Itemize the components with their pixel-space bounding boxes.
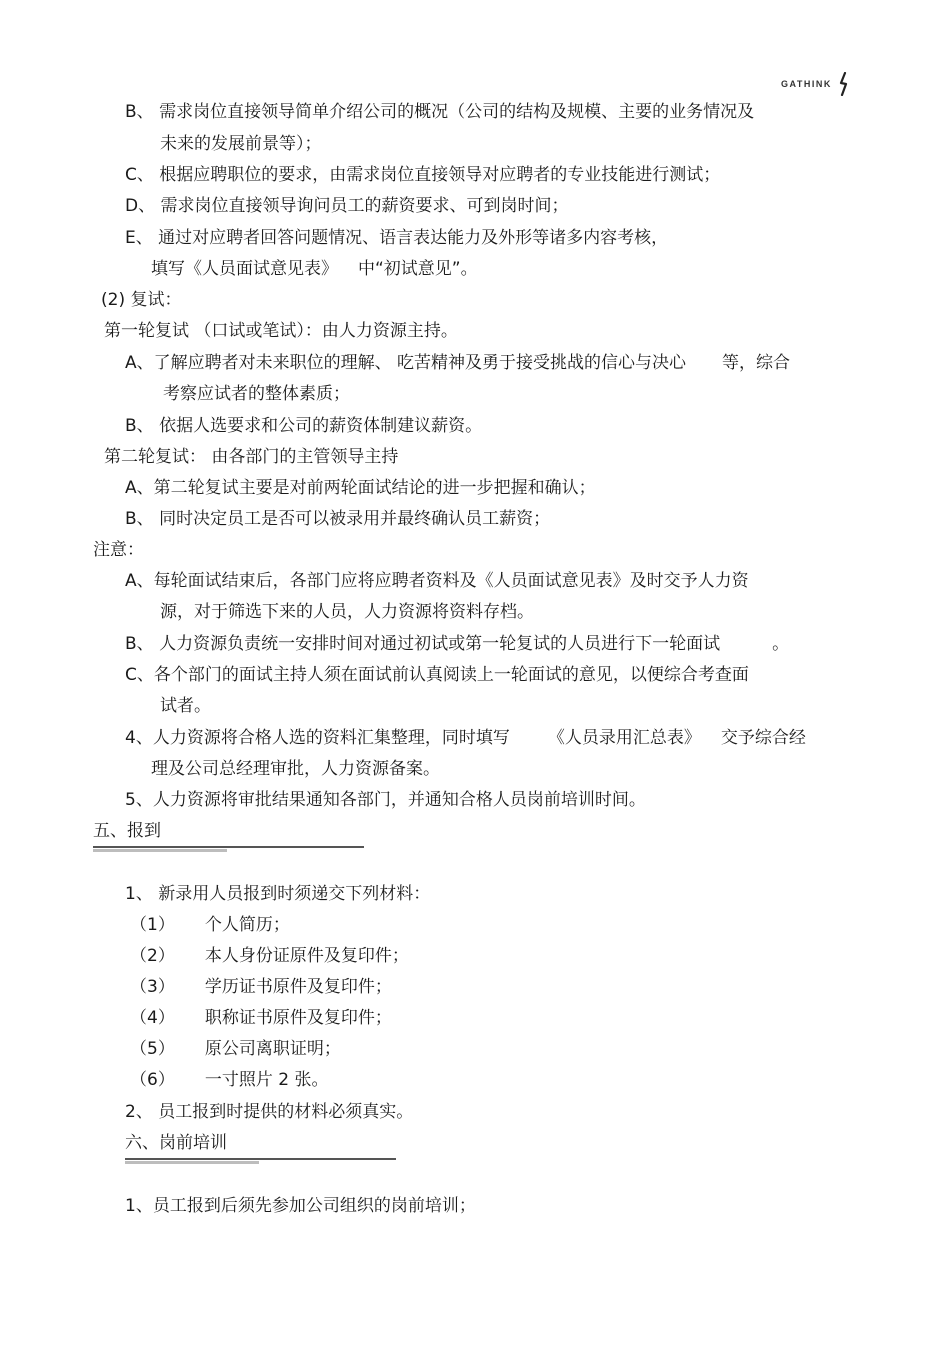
item-d1: D、 需求岗位直接领导询问员工的薪资要求、可到岗时间； — [125, 196, 569, 216]
report-item-2: 2、 员工报到时提供的材料必须真实。 — [125, 1102, 414, 1122]
note-item-b-part1: B、 人力资源负责统一安排时间对通过初试或第一轮复试的人员进行下一轮面试 — [125, 634, 721, 654]
round2-heading: 第二轮复试： 由各部门的主管领导主持 — [104, 447, 399, 467]
logo-mark-icon — [838, 72, 850, 96]
note-item-b-part2: 。 — [772, 634, 790, 654]
item-4-part3: 交予综合经 — [720, 728, 806, 748]
material-text-5: 原公司离职证明； — [204, 1039, 341, 1059]
note-item-c-line2: 试者。 — [160, 696, 211, 716]
item-4-line1 — [125, 727, 806, 749]
material-item — [130, 976, 392, 998]
material-num-3: （3） — [130, 977, 175, 997]
material-text-1: 个人简历； — [204, 915, 290, 935]
material-text-6: 一寸照片 2 张。 — [204, 1070, 329, 1090]
material-num-2: （2） — [130, 946, 175, 966]
material-num-4: （4） — [130, 1008, 175, 1028]
gathink-logo — [781, 72, 850, 96]
material-item — [130, 1007, 392, 1029]
item-4-part1: 4、人力资源将合格人选的资料汇集整理，同时填写 — [125, 728, 510, 748]
round1-item-a-part1: A、了解应聘者对未来职位的理解、 吃苦精神及勇于接受挑战的信心与决心 — [125, 353, 687, 373]
material-item — [130, 1038, 341, 1060]
material-text-4: 职称证书原件及复印件； — [204, 1008, 392, 1028]
round1-item-a-line2: 考察应试者的整体素质； — [163, 384, 350, 404]
material-num-5: （5） — [130, 1039, 175, 1059]
item-b1-line2: 未来的发展前景等）； — [160, 134, 322, 154]
note-item-a-line1: A、每轮面试结束后，各部门应将应聘者资料及《人员面试意见表》及时交予人力资 — [125, 571, 749, 591]
round2-item-a: A、第二轮复试主要是对前两轮面试结论的进一步把握和确认； — [125, 478, 596, 498]
round1-item-a-line1 — [125, 352, 790, 374]
item-c1: C、 根据应聘职位的要求，由需求岗位直接领导对应聘者的专业技能进行测试； — [125, 165, 721, 185]
heading-retest: (2) 复试： — [101, 290, 182, 310]
round2-item-b: B、 同时决定员工是否可以被录用并最终确认员工薪资； — [125, 509, 551, 529]
training-item-1: 1、员工报到后须先参加公司组织的岗前培训； — [125, 1196, 476, 1216]
note-item-a-line2: 源，对于筛选下来的人员，人力资源将资料存档。 — [160, 602, 534, 622]
round1-item-b: B、 依据人选要求和公司的薪资体制建议薪资。 — [125, 416, 483, 436]
item-5: 5、人力资源将审批结果通知各部门，并通知合格人员岗前培训时间。 — [125, 790, 646, 810]
section-rule-training — [125, 1158, 396, 1164]
material-item — [130, 945, 409, 967]
round1-heading: 第一轮复试 （口试或笔试）：由人力资源主持。 — [104, 321, 458, 341]
logo-text: GATHINK — [781, 79, 832, 89]
material-num-1: （1） — [130, 915, 175, 935]
material-item — [130, 914, 290, 936]
round1-item-a-part2: 等，综合 — [722, 353, 791, 373]
note-heading: 注意： — [93, 540, 144, 560]
section-rule-report — [93, 846, 364, 852]
material-item — [130, 1069, 328, 1091]
material-num-6: （6） — [130, 1070, 175, 1090]
material-text-2: 本人身份证原件及复印件； — [204, 946, 409, 966]
item-e1-line2-part1: 填写《人员面试意见表》 — [151, 259, 338, 279]
report-item-1: 1、 新录用人员报到时须递交下列材料： — [125, 884, 431, 904]
item-4-line2: 理及公司总经理审批，人力资源备案。 — [151, 759, 440, 779]
item-e1-line1: E、 通过对应聘者回答问题情况、语言表达能力及外形等诸多内容考核， — [125, 228, 669, 248]
item-e1-line2-part2: 中“初试意见”。 — [358, 259, 478, 279]
material-text-3: 学历证书原件及复印件； — [204, 977, 392, 997]
section-heading-report: 五、报到 — [93, 821, 161, 841]
note-item-c-line1: C、各个部门的面试主持人须在面试前认真阅读上一轮面试的意见，以便综合考查面 — [125, 665, 749, 685]
note-item-b — [125, 633, 789, 655]
section-heading-training: 六、岗前培训 — [125, 1133, 227, 1153]
item-4-part2: 《人员录用汇总表》 — [547, 728, 701, 748]
item-e1-line2 — [151, 258, 478, 280]
item-b1-line1: B、 需求岗位直接领导简单介绍公司的概况（公司的结构及规模、主要的业务情况及 — [125, 102, 755, 122]
